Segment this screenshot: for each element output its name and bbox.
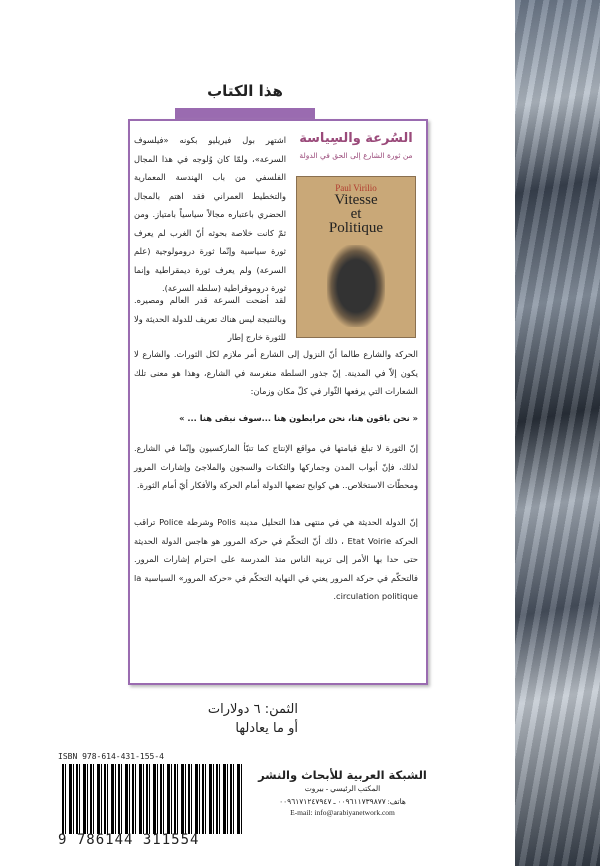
section-title: هذا الكتاب — [207, 82, 283, 100]
isbn-label: ISBN 978-614-431-155-4 — [58, 752, 164, 761]
cover-title-2: et — [350, 206, 362, 222]
price-equivalent: أو ما يعادلها — [235, 721, 298, 736]
price — [208, 700, 298, 738]
publisher-info — [250, 768, 435, 817]
book-subtitle: من ثورة الشارع إلى الحق في الدولة — [299, 151, 413, 160]
cover-author: Paul Virilio — [335, 183, 377, 193]
paragraph-3: الحركة والشارع طالما أنّ النزول إلى الشارع أمر ملازم لكل الثورات. والشارع لا يكون إلاّ في المدينة. إنّ جذور السلطة منغرسة في الشارع، وهذا هو معنى تلك الشعارات التي يرفعها الثّوار في كلّ مكان وزمان: — [134, 349, 418, 396]
description-box — [128, 119, 428, 685]
price-line: الثمن: ٦ دولارات — [207, 702, 298, 717]
barcode-number: 9 786144 311554 — [58, 832, 200, 848]
paragraph-4: إنّ الثورة لا تبلغ قيامتها في مواقع الإنتاج كما تنبّأ الماركسيون وإنّما في الشارع. لذلك، فإنّ أبواب المدن وجماركها والثكنات والسجون والملاجئ وإشارات المرور ومحطّات الاستخلاص.. هي كوابح تضعها الدولة أمام الحركة والأفكار أيّ أمام الثورة. — [134, 443, 418, 490]
publisher-office: المكتب الرئيسي - بيروت — [304, 784, 381, 793]
cover-illustration — [327, 245, 385, 327]
paragraph-2: لقد أضحت السرعة قدر العالم ومصيره. وبالنتيجة ليس هناك تعريف للدولة الحديثة ولا للثورة خارج إطار — [134, 295, 286, 342]
original-cover-image — [296, 176, 416, 338]
cover-title-1: Vitesse — [334, 192, 378, 208]
publisher-phone: هاتف: ٠٠٩٦١١٧٣٩٨٧٧ ـ ٠٠٩٦١٧١٢٤٧٩٤٧ — [279, 797, 406, 806]
book-title: السُرعة والسِياسة — [299, 131, 413, 146]
decorative-art-strip — [515, 0, 600, 866]
paragraph-1: اشتهر بول فيريليو بكونه «فيلسوف السرعة»، ولمّا كان وُلوجه في هذا المجال الفلسفي من باب الهندسة المعمارية والتخطيط العمراني فقد اهتم بالمجال الحضري باعتباره مجالاً سياسياً بامتياز. ومن ثمّ كانت خلاصة بحوثه أنّ الغرب لم يعرف ثورة سياسية وإنّما ثورة درومولوجية (علم السرعة) ولم يعرف ثورة ديمقراطية وإنما ثورة دروموقراطية (سلطة السرعة). — [134, 135, 286, 293]
publisher-email: E-mail: info@arabiyanetwork.com — [290, 808, 395, 817]
cover-title-3: Politique — [328, 220, 384, 236]
publisher-name: الشبكة العربية للأبحاث والنشر — [258, 768, 427, 782]
barcode — [62, 764, 244, 834]
quote: « نحن باقون هنا، نحن مرابطون هنا ...سوف نبقى هنا ... » — [179, 413, 418, 423]
paragraph-5: إنّ الدولة الحديثة هي في منتهى هذا التحليل مدينة Polis وشرطة Police تراقب الحركة Etat Voirie ، ذلك أنّ التحكّم في حركة المرور هو هاجس الدولة الحديثة حتى حدا بها الأمر إلى تربية الناس منذ المدرسة على احترام إشارات المرور. فالتحكّم في حركة المرور يعني في النهاية التحكّم في «حركة المرور» السياسية la circulation politique. — [134, 517, 418, 601]
